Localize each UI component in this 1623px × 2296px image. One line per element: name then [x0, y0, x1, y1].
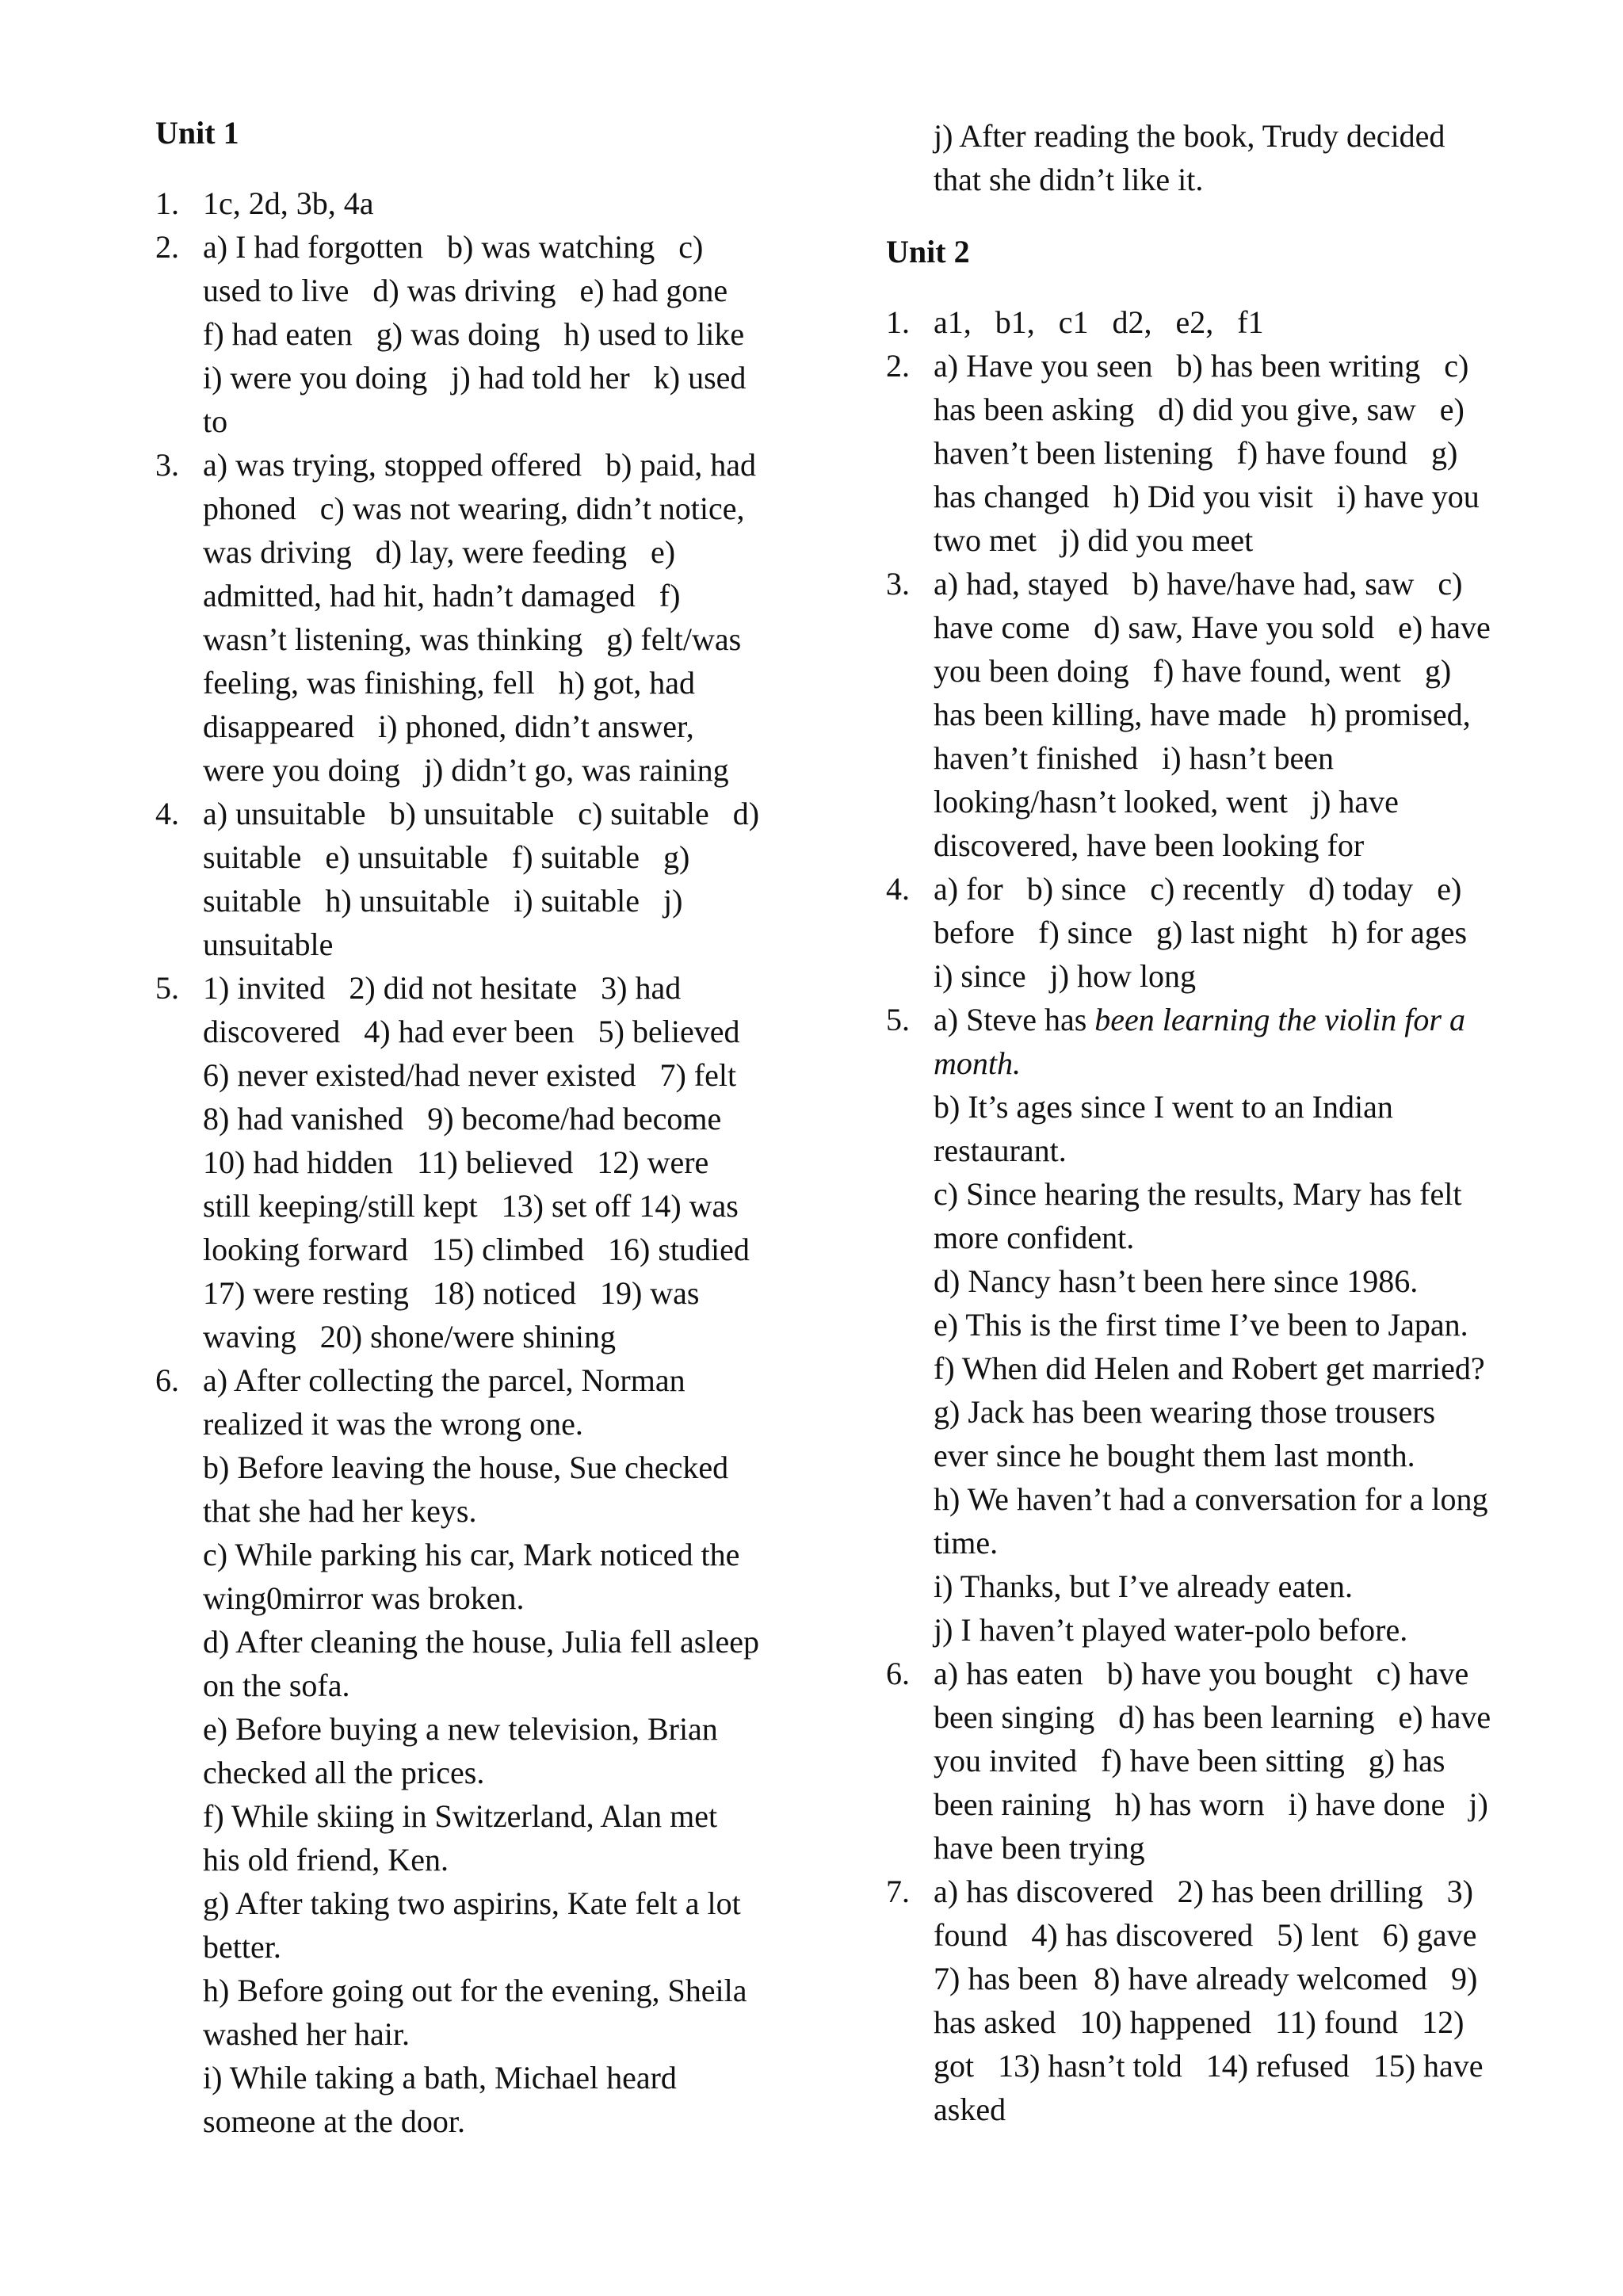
answer-body: [203, 443, 789, 792]
answer-line: h) Before going out for the evening, Sheila: [203, 1973, 747, 2008]
unit-2-answer-list-rest: [886, 1652, 1536, 2131]
answer-line: a) unsuitable b) unsuitable c) suitable d): [203, 796, 760, 831]
answer-item: [155, 225, 789, 443]
answer-line: a) for b) since c) recently d) today e): [934, 871, 1462, 907]
answer-line: i) since j) how long: [934, 958, 1197, 994]
answer-line: d) Nancy hasn’t been here since 1986.: [934, 1263, 1419, 1299]
answer-line: haven’t finished i) hasn’t been: [934, 740, 1335, 776]
answer-line: been singing d) has been learning e) have: [934, 1699, 1491, 1735]
answer-line: looking forward 15) climbed 16) studied: [203, 1232, 750, 1267]
spacer: [886, 273, 1536, 300]
left-column: [155, 111, 789, 2143]
answer-line: suitable e) unsuitable f) suitable g): [203, 839, 690, 875]
answer-line: 1) invited 2) did not hesitate 3) had: [203, 970, 682, 1006]
answer-number: 2.: [886, 348, 910, 384]
answer-body: [934, 300, 1536, 344]
answer-line: a) has discovered 2) has been drilling 3): [934, 1874, 1473, 1909]
unit-2-answer-list-item5: [886, 998, 1536, 1652]
answer-line: was driving d) lay, were feeding e): [203, 534, 676, 570]
unit-2-answer-list: [886, 300, 1536, 998]
answer-line: d) After cleaning the house, Julia fell asleep: [203, 1624, 759, 1660]
answer-number: 2.: [155, 229, 179, 265]
answer-line: checked all the prices.: [203, 1755, 485, 1790]
answer-line: been raining h) has worn i) have done j): [934, 1786, 1488, 1822]
unit-1-answer-list: [155, 181, 789, 2143]
answer-line: a) was trying, stopped offered b) paid, had: [203, 447, 756, 483]
answer-body: [203, 225, 789, 443]
answer-body: [934, 1652, 1536, 1870]
answer-line: suitable h) unsuitable i) suitable j): [203, 883, 683, 919]
answer-line: disappeared i) phoned, didn’t answer,: [203, 709, 694, 744]
answer-line: [934, 998, 1536, 1041]
answer-line: b) Before leaving the house, Sue checked: [203, 1450, 729, 1485]
answer-item: [155, 966, 789, 1358]
answer-line: feeling, was finishing, fell h) got, had: [203, 665, 695, 701]
answer-line: has changed h) Did you visit i) have you: [934, 479, 1480, 514]
answer-line: 7) has been 8) have already welcomed 9): [934, 1961, 1478, 1996]
answer-line: admitted, had hit, hadn’t damaged f): [203, 578, 681, 613]
answer-number: 3.: [886, 566, 910, 602]
answer-item: [886, 1870, 1536, 2131]
answer-number: 6.: [886, 1656, 910, 1691]
answer-number: 7.: [886, 1874, 910, 1909]
answer-line: i) Thanks, but I’ve already eaten.: [934, 1568, 1354, 1604]
unit-1-title: Unit 1: [155, 115, 239, 151]
answer-line: on the sofa.: [203, 1668, 350, 1703]
answer-line: g) Jack has been wearing those trousers: [934, 1394, 1436, 1430]
answer-line: has been killing, have made h) promised,: [934, 697, 1471, 732]
answer-line: used to live d) was driving e) had gone: [203, 273, 728, 308]
answer-item: [155, 443, 789, 792]
answer-line: ever since he bought them last month.: [934, 1438, 1415, 1473]
answer-line: a) Have you seen b) has been writing c): [934, 348, 1469, 384]
answer-body: [203, 181, 789, 225]
answer-line: f) While skiing in Switzerland, Alan met: [203, 1798, 718, 1834]
answer-line: f) had eaten g) was doing h) used to like: [203, 316, 745, 352]
answer-body: [934, 344, 1536, 562]
answer-line: 8) had vanished 9) become/had become: [203, 1101, 722, 1137]
answer-line: j) After reading the book, Trudy decided: [934, 118, 1445, 154]
answer-item: [886, 300, 1536, 344]
answer-line: restaurant.: [934, 1133, 1067, 1168]
answer-line: a) After collecting the parcel, Norman: [203, 1362, 685, 1398]
answer-line: f) When did Helen and Robert get married?: [934, 1350, 1485, 1386]
answer-line: 10) had hidden 11) believed 12) were: [203, 1144, 709, 1180]
answer-line: you been doing f) have found, went g): [934, 653, 1452, 689]
answer-line: a) had, stayed b) have/have had, saw c): [934, 566, 1463, 602]
answer-line: someone at the door.: [203, 2103, 466, 2139]
spacer: [155, 155, 789, 181]
answer-line: j) I haven’t played water-polo before.: [934, 1612, 1408, 1648]
answer-item: [155, 181, 789, 225]
answer-line: has asked 10) happened 11) found 12): [934, 2004, 1465, 2040]
answer-line: you invited f) have been sitting g) has: [934, 1743, 1445, 1778]
answer-line: e) This is the first time I’ve been to Japan.: [934, 1307, 1468, 1343]
answer-line: realized it was the wrong one.: [203, 1406, 583, 1442]
answer-text: a) Steve has: [934, 1002, 1095, 1037]
answer-item: [155, 1358, 789, 2143]
answer-line: b) It’s ages since I went to an Indian: [934, 1089, 1393, 1125]
answer-number: 6.: [155, 1362, 179, 1398]
spacer: [886, 201, 1536, 230]
answer-line: 17) were resting 18) noticed 19) was: [203, 1275, 700, 1311]
answer-body: [203, 792, 789, 966]
answer-line: h) We haven’t had a conversation for a long: [934, 1481, 1488, 1517]
answer-number: 1.: [886, 304, 910, 340]
answer-line: time.: [934, 1525, 999, 1561]
answer-line: i) While taking a bath, Michael heard: [203, 2060, 677, 2095]
answer-line: i) were you doing j) had told her k) used: [203, 360, 747, 395]
answer-item: [886, 867, 1536, 998]
answer-line: e) Before buying a new television, Brian: [203, 1711, 718, 1747]
answer-number: 5.: [886, 1002, 910, 1037]
answer-line: more confident.: [934, 1220, 1135, 1255]
answer-number: 4.: [155, 796, 179, 831]
answer-line: have come d) saw, Have you sold e) have: [934, 609, 1491, 645]
answer-line: asked: [934, 2092, 1006, 2127]
answer-line: were you doing j) didn’t go, was raining: [203, 752, 729, 788]
answer-line: found 4) has discovered 5) lent 6) gave: [934, 1917, 1477, 1953]
answer-number: 3.: [155, 447, 179, 483]
answer-line: that she didn’t like it.: [934, 162, 1204, 197]
answer-line: a) I had forgotten b) was watching c): [203, 229, 704, 265]
answer-line: has been asking d) did you give, saw e): [934, 392, 1465, 427]
answer-line: wing0mirror was broken.: [203, 1580, 525, 1616]
answer-line: discovered, have been looking for: [934, 827, 1365, 863]
answer-item: [886, 998, 1536, 1652]
answer-line: unsuitable: [203, 926, 334, 962]
answer-line: c) Since hearing the results, Mary has felt: [934, 1176, 1462, 1212]
answer-line: discovered 4) had ever been 5) believed: [203, 1014, 740, 1049]
unit-2-title: Unit 2: [886, 234, 970, 269]
answer-body: [203, 966, 789, 1358]
answer-line: that she had her keys.: [203, 1493, 477, 1529]
answer-line: c) While parking his car, Mark noticed the: [203, 1537, 740, 1572]
answer-line: a) has eaten b) have you bought c) have: [934, 1656, 1469, 1691]
answer-line: still keeping/still kept 13) set off 14) was: [203, 1188, 739, 1224]
answer-number: 5.: [155, 970, 179, 1006]
answer-line: have been trying: [934, 1830, 1145, 1866]
answer-item: [886, 1652, 1536, 1870]
answer-line: looking/hasn’t looked, went j) have: [934, 784, 1399, 819]
answer-line: to: [203, 403, 228, 439]
answer-line: washed her hair.: [203, 2016, 411, 2052]
answer-line: g) After taking two aspirins, Kate felt a lot: [203, 1885, 741, 1921]
unit-1-continuation: [886, 114, 1536, 201]
answer-line: two met j) did you meet: [934, 522, 1254, 558]
answer-line: wasn’t listening, was thinking g) felt/was: [203, 621, 742, 657]
answer-body: [934, 998, 1536, 1652]
answer-line: 6) never existed/had never existed 7) felt: [203, 1057, 737, 1093]
answer-line: his old friend, Ken.: [203, 1842, 449, 1878]
answer-number: 4.: [886, 871, 910, 907]
answer-line: better.: [203, 1929, 281, 1965]
answer-line: before f) since g) last night h) for ages: [934, 915, 1468, 950]
answer-item: [886, 562, 1536, 867]
answer-italic-text: been learning the violin for a: [1094, 1002, 1465, 1037]
answer-line: phoned c) was not wearing, didn’t notice,: [203, 491, 745, 526]
answer-line: 1c, 2d, 3b, 4a: [203, 185, 374, 221]
answer-number: 1.: [155, 185, 179, 221]
answer-body: [934, 562, 1536, 867]
answer-item: [886, 344, 1536, 562]
answer-line: haven’t been listening f) have found g): [934, 435, 1458, 471]
answer-line: a1, b1, c1 d2, e2, f1: [934, 304, 1264, 340]
answer-item: [155, 792, 789, 966]
answer-lines: [934, 1085, 1536, 1652]
answer-line: got 13) hasn’t told 14) refused 15) have: [934, 2048, 1484, 2084]
answer-body: [934, 1870, 1536, 2131]
right-column: [886, 114, 1536, 2131]
answer-line: waving 20) shone/were shining: [203, 1319, 617, 1354]
answer-line: month.: [934, 1045, 1021, 1081]
answer-body: [934, 867, 1536, 998]
answer-body: [203, 1358, 789, 2143]
